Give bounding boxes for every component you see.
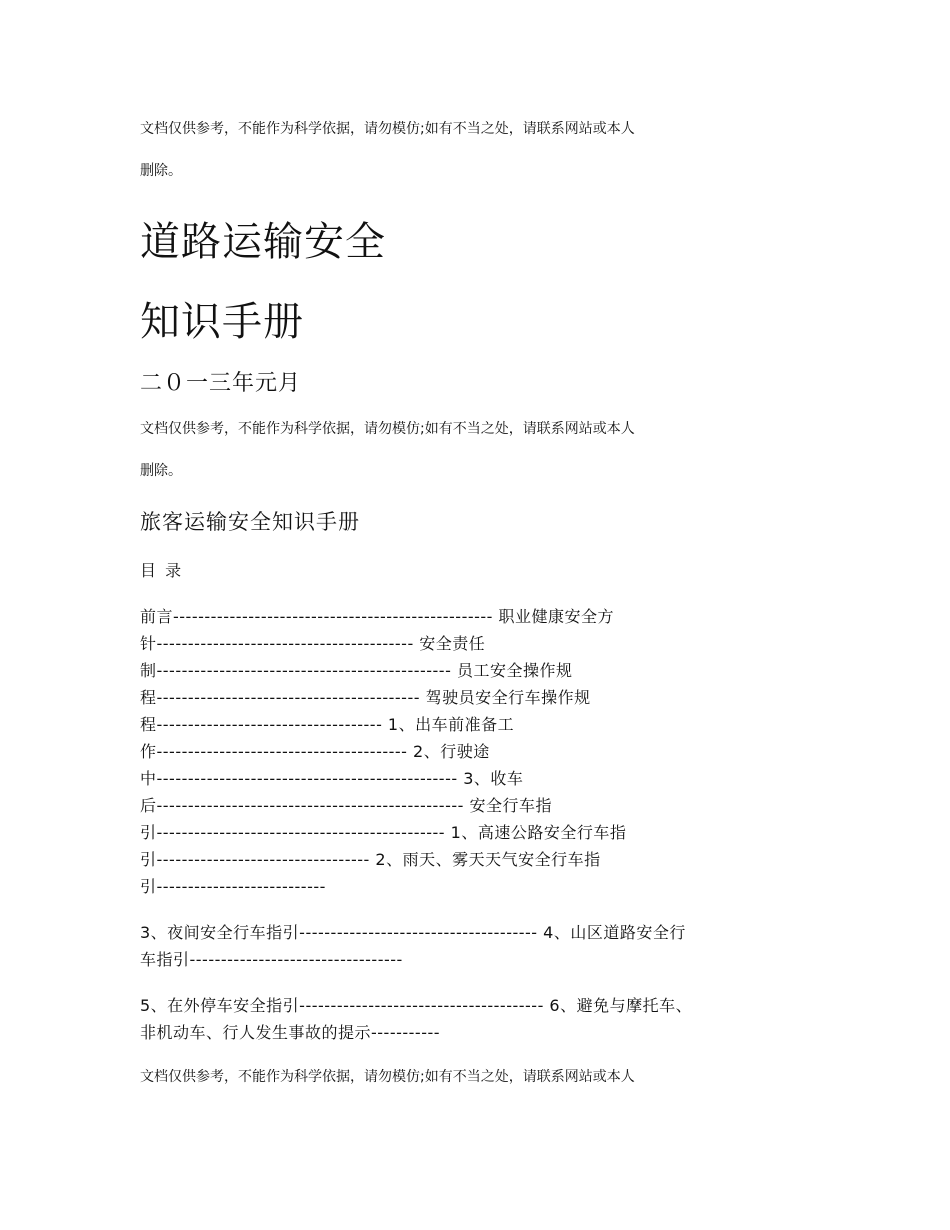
disclaimer-line-1-repeat: 文档仅供参考，不能作为科学依据，请勿模仿;如有不当之处，请联系网站或本人	[140, 421, 635, 437]
toc-heading: 目 录	[140, 561, 184, 580]
disclaimer-line-2-repeat: 删除。	[140, 463, 182, 479]
cover-title-line-2: 知识手册	[140, 299, 304, 345]
toc-line: 前言--------------------------------------------------- 职业健康安全方	[140, 607, 615, 626]
toc-line: 程------------------------------------ 1、出车前准备工	[140, 715, 515, 734]
cover-title-line-1: 道路运输安全	[140, 219, 386, 265]
subtitle: 旅客运输安全知识手册	[140, 510, 360, 534]
toc-line: 车指引----------------------------------	[140, 950, 403, 969]
toc-line: 制----------------------------------------------- 员工安全操作规	[140, 661, 573, 680]
toc-line: 引---------------------------------------------- 1、高速公路安全行车指	[140, 823, 627, 842]
disclaimer-line-1: 文档仅供参考，不能作为科学依据，请勿模仿;如有不当之处，请联系网站或本人	[140, 121, 635, 137]
cover-date: 二０一三年元月	[140, 371, 302, 396]
toc-line: 5、在外停车安全指引--------------------------------------- 6、避免与摩托车、	[140, 996, 693, 1015]
disclaimer-line-1-footer: 文档仅供参考，不能作为科学依据，请勿模仿;如有不当之处，请联系网站或本人	[140, 1069, 635, 1085]
toc-line: 针----------------------------------------- 安全责任	[140, 634, 486, 653]
toc-line: 中------------------------------------------------ 3、收车	[140, 769, 524, 788]
toc-line: 后------------------------------------------------- 安全行车指	[140, 796, 552, 815]
toc-line: 作---------------------------------------- 2、行驶途	[140, 742, 490, 761]
toc-line: 引---------------------------------- 2、雨天、雾天天气安全行车指	[140, 850, 601, 869]
toc-line: 程------------------------------------------ 驾驶员安全行车操作规	[140, 688, 591, 707]
toc-line: 3、夜间安全行车指引-------------------------------------- 4、山区道路安全行	[140, 923, 686, 942]
disclaimer-line-2: 删除。	[140, 163, 182, 179]
toc-line: 非机动车、行人发生事故的提示-----------	[140, 1023, 441, 1042]
toc-line: 引---------------------------	[140, 877, 326, 896]
